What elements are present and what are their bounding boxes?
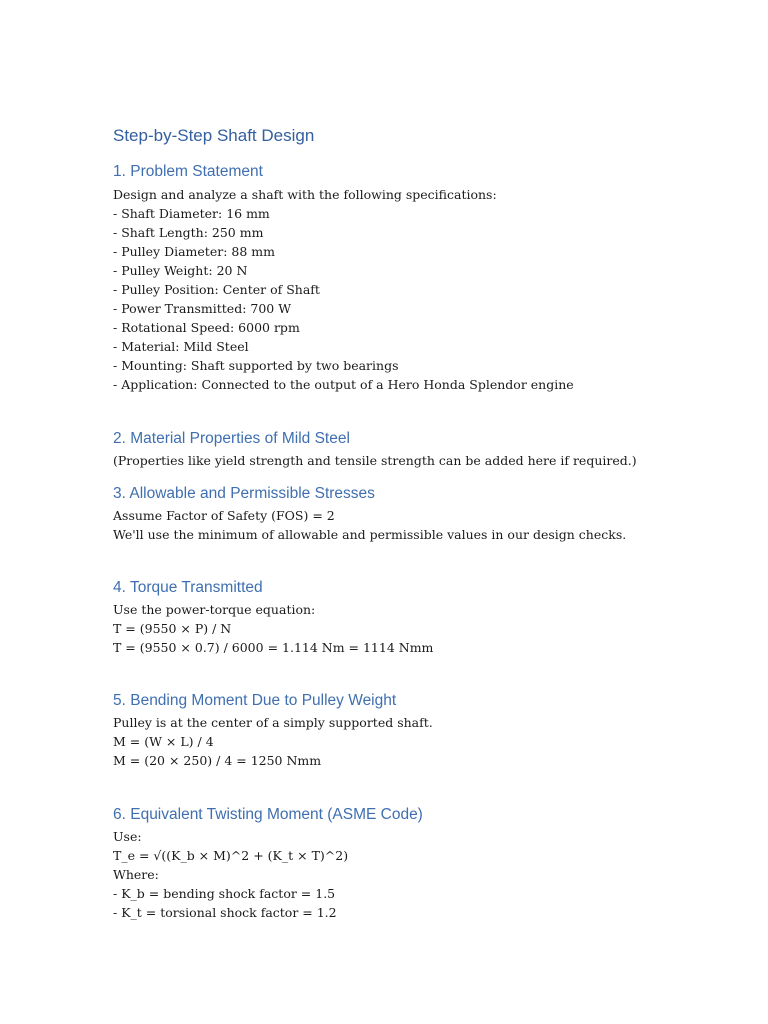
- problem-line: Design and analyze a shaft with the following specifications:: [113, 187, 497, 202]
- twisting-line: - K_b = bending shock factor = 1.5: [113, 886, 336, 901]
- section-heading-material-properties: 2. Material Properties of Mild Steel: [113, 430, 350, 447]
- problem-line: - Application: Connected to the output of a Hero Honda Splendor engine: [113, 377, 574, 392]
- problem-line: - Pulley Diameter: 88 mm: [113, 244, 275, 259]
- twisting-line: - K_t = torsional shock factor = 1.2: [113, 905, 337, 920]
- stresses-line: We'll use the minimum of allowable and permissible values in our design checks.: [113, 527, 627, 542]
- twisting-line: T_e = √((K_b × M)^2 + (K_t × T)^2): [113, 848, 349, 863]
- section-heading-problem-statement: 1. Problem Statement: [113, 163, 263, 180]
- section-heading-twisting-moment: 6. Equivalent Twisting Moment (ASME Code): [113, 806, 423, 823]
- problem-line: - Material: Mild Steel: [113, 339, 249, 354]
- bending-line: Pulley is at the center of a simply supported shaft.: [113, 715, 433, 730]
- section-heading-stresses: 3. Allowable and Permissible Stresses: [113, 485, 375, 502]
- problem-line: - Shaft Length: 250 mm: [113, 225, 264, 240]
- bending-line: M = (W × L) / 4: [113, 734, 214, 749]
- section-heading-bending-moment: 5. Bending Moment Due to Pulley Weight: [113, 692, 397, 709]
- stresses-line: Assume Factor of Safety (FOS) = 2: [113, 508, 335, 523]
- problem-line: - Pulley Weight: 20 N: [113, 263, 248, 278]
- problem-line: - Shaft Diameter: 16 mm: [113, 206, 270, 221]
- section-heading-torque: 4. Torque Transmitted: [113, 579, 263, 596]
- problem-line: - Mounting: Shaft supported by two bearings: [113, 358, 399, 373]
- document-title: Step-by-Step Shaft Design: [113, 126, 315, 145]
- bending-line: M = (20 × 250) / 4 = 1250 Nmm: [113, 753, 322, 768]
- torque-line: T = (9550 × P) / N: [113, 621, 232, 636]
- torque-line: Use the power-torque equation:: [113, 602, 316, 617]
- problem-line: - Power Transmitted: 700 W: [113, 301, 292, 316]
- problem-line: - Pulley Position: Center of Shaft: [113, 282, 320, 297]
- problem-line: - Rotational Speed: 6000 rpm: [113, 320, 300, 335]
- torque-line: T = (9550 × 0.7) / 6000 = 1.114 Nm = 1114 Nmm: [113, 640, 434, 655]
- material-line: (Properties like yield strength and tensile strength can be added here if required.): [113, 453, 637, 468]
- twisting-line: Where:: [113, 867, 159, 882]
- twisting-line: Use:: [113, 829, 142, 844]
